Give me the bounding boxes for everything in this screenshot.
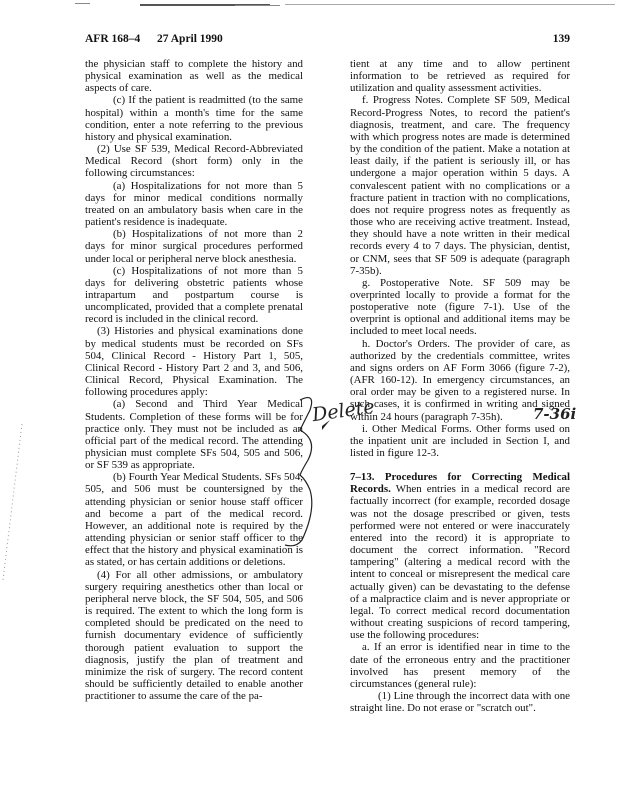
paragraph: (a) Hospitalizations for not more than 5 days for minor medical conditions normally treated on an ambulatory basis when care in the patient's residence is inadequate. [85,179,303,229]
handwritten-delete-note: Delete [310,395,376,427]
paragraph: (c) If the patient is readmitted (to the same hospital) within a month's time for the same condition, enter a note referring to the previous history and physical examination. [85,94,303,143]
paragraph: a. If an error is identified near in time to the date of the erroneous entry and the practitioner involved has present memory of the circumstances (general rule): [350,641,570,690]
paragraph: tient at any time and to allow pertinent information to be retrieved as required for utilization and quality assessment activities. [350,58,570,95]
paragraph: (b) Hospitalizations of not more than 2 days for minor surgical procedures performed under local or peripheral nerve block anesthesia. [85,228,303,265]
paragraph: (a) Second and Third Year Medical Students. Completion of these forms will be for practice only. They must not be included as an official part of the medical record. The attending physician must complete SFs 504, 505 and 506, or SF 539 as appropriate. [85,398,303,472]
paragraph: g. Postoperative Note. SF 509 may be overprinted locally to provide a format for the postoperative note (figure 7-1). Use of the overprint is optional and additional items may be included to meet local needs. [350,276,570,338]
paragraph: (b) Fourth Year Medical Students. SFs 504, 505, and 506 must be countersigned by the attending physician or senior house staff officer and become a part of the medical record. However, an additional note is required by the attending physician or senior staff officer to the effect that the history and physical examination is as stated, or has certain additions or deletions. [85,471,303,569]
paragraph: (2) Use SF 539, Medical Record-Abbreviated Medical Record (short form) only in the following circumstances: [85,143,303,180]
paragraph: f. Progress Notes. Complete SF 509, Medical Record-Progress Notes, to record the patient's diagnosis, treatment, and care. The frequency with which progress notes are made is determined by the condition of the patient. Make a notation at least daily, if the patient is seriously ill, or has undergone a major operation within 5 days. A convalescent patient with no complications or a fracture patient in traction with no complications, does not require progress notes as frequently as those who are receiving active treatment. Instead, they should have a note written in their medical records every 4 to 7 days. The physician, dentist, or CNM, sees that SF 509 is adequate (paragraph 7-35b). [350,94,570,277]
publication-date: 27 April 1990 [157,33,223,45]
section-body: When entries in a medical record are factually incorrect (for example, recorded dosage was not the dosage prescribed or given, tests performed were not entered or were inaccurately entered into the record) it is appropriate to document the correct information. "Record tampering" (altering a medical record with the intent to conceal or misrepresent the medical care actually given) can be devastating to the defense of a malpractice claim and is never appropriate or legal. To correct medical record documentation without creating suspicions of record tampering, use the following procedures: [350,483,570,642]
handwritten-reference-note: 7-36i [533,405,577,423]
section-heading: 7–13. Procedures for Correcting Medical Records. [350,471,570,496]
form-number: AFR 168–4 [85,33,141,45]
paragraph: (3) Histories and physical examinations done by medical students must be recorded on SFs 504, Clinical Record - History Part 1, 505, Clinical Record - History Part 2 and 3, and 506, Clinical Record, Physical Examination. The following procedures apply: [85,325,303,399]
bracket-mark [285,398,312,546]
paragraph: (c) Hospitalizations of not more than 5 days for delivering obstetric patients whose intrapartum and postpartum course is uncomplicated, provided that a complete prenatal record is included in the clinical record. [85,264,303,326]
paragraph: h. Doctor's Orders. The provider of care, as authorized by the credentials committee, writes and signs orders on AF Form 3066 (figure 7-2), (AFR 160-12). In emergency circumstances, an oral order may be given to a registered nurse. In such cases, it is confirmed in writing and signed within 24 hours (paragraph 7-35h). [350,337,570,423]
page-number: 139 [552,33,570,45]
paragraph: (1) Line through the incorrect data with one straight line. Do not erase or "scratch out". [350,689,570,715]
margin-mark [3,424,22,580]
paragraph: the physician staff to complete the history and physical examination as well as the medical aspects of care. [85,58,303,95]
paragraph: (4) For all other admissions, or ambulatory surgery requiring anesthetics other than local or peripheral nerve block, the SF 504, 505, and 506 is required. The extent to which the long form is completed should be predicated on the need to furnish documentary evidence of sufficiently thorough patient evaluation to support the diagnosis, justify the plan of treatment and minimize the risk of surgery. The record content should be sufficiently detailed to enable another practitioner to assume the care of the pa- [85,568,303,703]
paragraph: i. Other Medical Forms. Other forms used on the inpatient unit are included in Section I, and listed in figure 12-3. [350,422,570,459]
